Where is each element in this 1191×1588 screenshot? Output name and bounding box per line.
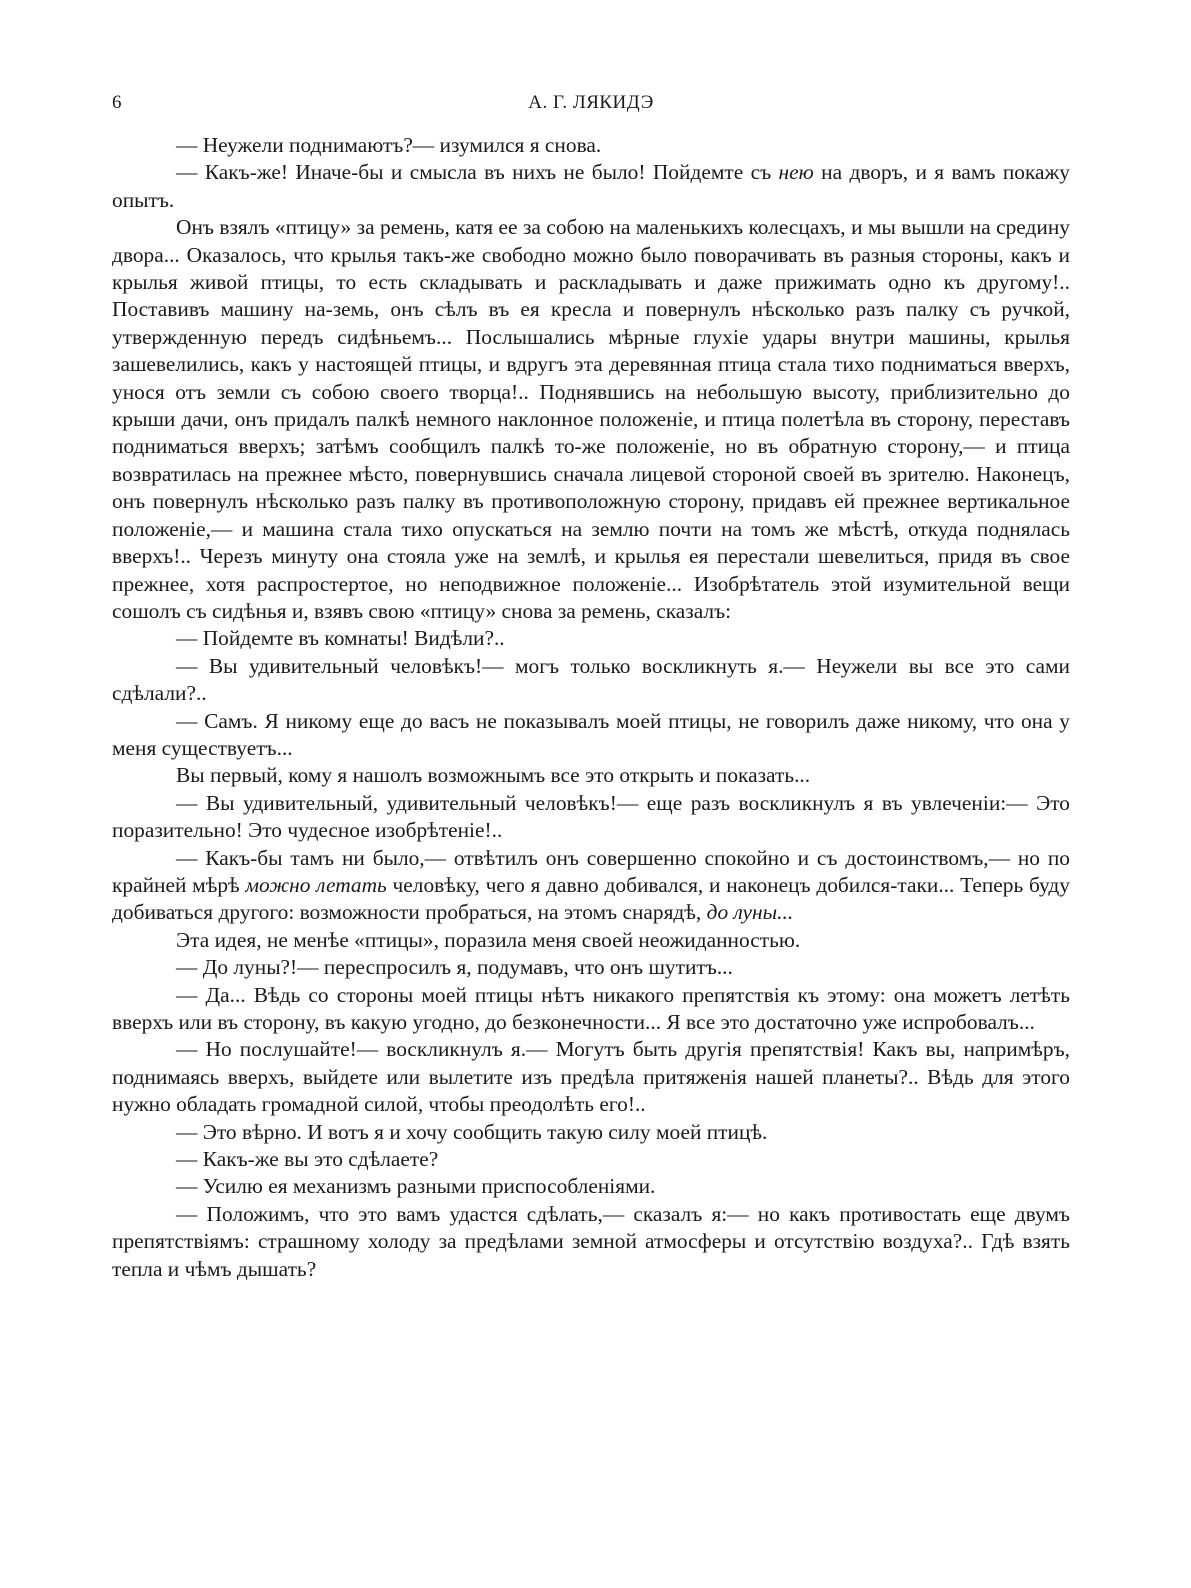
text-segment: — Какъ-бы тамъ ни было,— отвѣтилъ онъ совершенно спокойно и съ достоинствомъ,— но по крайней мѣрѣ bbox=[112, 845, 1070, 897]
paragraph bbox=[112, 653, 1070, 708]
text-segment: Вы первый, кому я нашолъ возможнымъ все это открыть и показать... bbox=[176, 763, 811, 788]
body-text bbox=[112, 132, 1070, 1283]
text-segment: на дворъ, и я вамъ покажу опытъ. bbox=[112, 160, 1070, 212]
text-segment: — Какъ-же вы это сдѣлаете? bbox=[176, 1147, 439, 1172]
paragraph bbox=[112, 1201, 1070, 1283]
text-segment: Онъ взялъ «птицу» за ремень, катя ее за собою на маленькихъ колесцахъ, и мы вышли на средину двора... Оказалось, что крылья такъ-же свободно можно было поворачивать въ разныя стороны, какъ и крылья живой птицы, то есть складывать и раскладывать и даже прижимать одно къ другому!.. Поставивъ машину на-земь, онъ сѣлъ въ ея кресла и повернулъ нѣсколько разъ палку съ ручкой, утвержденную передъ сидѣньемъ... Послышались мѣрные глухіе удары внутри машины, крылья зашевелились, какъ у настоящей птицы, и вдругъ эта деревянная птица стала тихо подниматься вверхъ, унося отъ земли съ собою своего творца!.. Поднявшись на небольшую высоту, приблизительно до крыши дачи, онъ придалъ палкѣ немного наклонное положеніе, и птица полетѣла въ сторону, переставъ подниматься вверхъ; затѣмъ сообщилъ палкѣ то-же положеніе, но въ обратную сторону,— и птица возвратилась на прежнее мѣсто, повернувшись сначала лицевой стороной своей въ зрителю. Наконецъ, онъ повернулъ нѣсколько разъ палку въ противоположную сторону, придавъ ей прежнее вертикальное положеніе,— и машина стала тихо опускаться на землю почти на томъ же мѣстѣ, откуда поднялась вверхъ!.. Черезъ минуту она стояла уже на землѣ, и крылья ея перестали шевелиться, придя въ свое прежнее, хотя распростертое, но неподвижное положеніе... Изобрѣтатель этой изумительной вещи сошолъ съ сидѣнья и, взявъ свою «птицу» снова за ремень, сказалъ: bbox=[112, 215, 1070, 623]
paragraph bbox=[112, 708, 1070, 763]
text-segment: человѣку, чего я давно добивался, и наконецъ добился-таки... Теперь буду добиваться другого: возможности пробраться, на этомъ снарядѣ, bbox=[112, 872, 1070, 925]
italic-segment: до луны... bbox=[706, 900, 794, 925]
paragraph bbox=[112, 159, 1070, 214]
paragraph bbox=[112, 1036, 1070, 1118]
paragraph bbox=[112, 762, 1070, 789]
paragraph bbox=[112, 1146, 1070, 1173]
paragraph bbox=[112, 982, 1070, 1037]
page-number: 6 bbox=[112, 92, 122, 113]
paragraph bbox=[112, 845, 1070, 927]
text-segment: — Вы удивительный человѣкъ!— могъ только воскликнуть я.— Неужели вы все это сами сдѣлали?.. bbox=[112, 653, 1070, 706]
running-title: А. Г. ЛЯКИДЭ bbox=[528, 92, 654, 113]
paragraph bbox=[112, 625, 1070, 652]
paragraph bbox=[112, 927, 1070, 954]
paragraph bbox=[112, 1119, 1070, 1146]
text-segment: — Положимъ, что это вамъ удастся сдѣлать,— сказалъ я:— но какъ противостать еще двумъ препятствіямъ: страшному холоду за предѣлами земной атмосферы и отсутствію воздуха?.. Гдѣ взять тепла и чѣмъ дышать? bbox=[112, 1201, 1070, 1281]
text-segment: — Усилю ея механизмъ разными приспособленіями. bbox=[176, 1174, 656, 1199]
text-segment: — Но послушайте!— воскликнулъ я.— Могутъ быть другія препятствія! Какъ вы, напримѣръ, поднимаясь вверхъ, выйдете или вылетите изъ предѣла притяженія нашей планеты?.. Вѣдь для этого нужно обладать громадной силой, чтобы преодолѣть его!.. bbox=[112, 1037, 1070, 1117]
text-segment: — Вы удивительный, удивительный человѣкъ!— еще разъ воскликнулъ я въ увлеченіи:— Это поразительно! Это чудесное изобрѣтеніе!.. bbox=[112, 790, 1070, 843]
text-segment: — До луны?!— переспросилъ я, подумавъ, что онъ шутитъ... bbox=[176, 955, 733, 980]
text-segment: — Это вѣрно. И вотъ я и хочу сообщить такую силу моей птицѣ. bbox=[176, 1119, 768, 1144]
text-segment: — Какъ-же! Иначе-бы и смысла въ нихъ не было! Пойдемте съ bbox=[176, 160, 779, 185]
text-segment: — Пойдемте въ комнаты! Видѣли?.. bbox=[176, 626, 505, 651]
italic-segment: можно летать bbox=[245, 872, 387, 897]
paragraph bbox=[112, 790, 1070, 845]
italic-segment: нею bbox=[778, 160, 814, 185]
page-header bbox=[112, 92, 1070, 120]
text-segment: — Самъ. Я никому еще до васъ не показывалъ моей птицы, не говорилъ даже никому, что она у меня существуетъ... bbox=[112, 708, 1070, 760]
text-segment: — Неужели поднимаютъ?— изумился я снова. bbox=[176, 133, 602, 157]
paragraph bbox=[112, 1173, 1070, 1200]
text-segment: Эта идея, не менѣе «птицы», поразила меня своей неожиданностью. bbox=[176, 927, 801, 952]
paragraph bbox=[112, 132, 1070, 159]
paragraph bbox=[112, 214, 1070, 625]
paragraph bbox=[112, 954, 1070, 981]
text-segment: — Да... Вѣдь со стороны моей птицы нѣтъ никакого препятствія къ этому: она можетъ летѣть вверхъ или въ сторону, въ какую угодно, до безконечности... Я все это достаточно уже испробовалъ... bbox=[112, 982, 1070, 1034]
